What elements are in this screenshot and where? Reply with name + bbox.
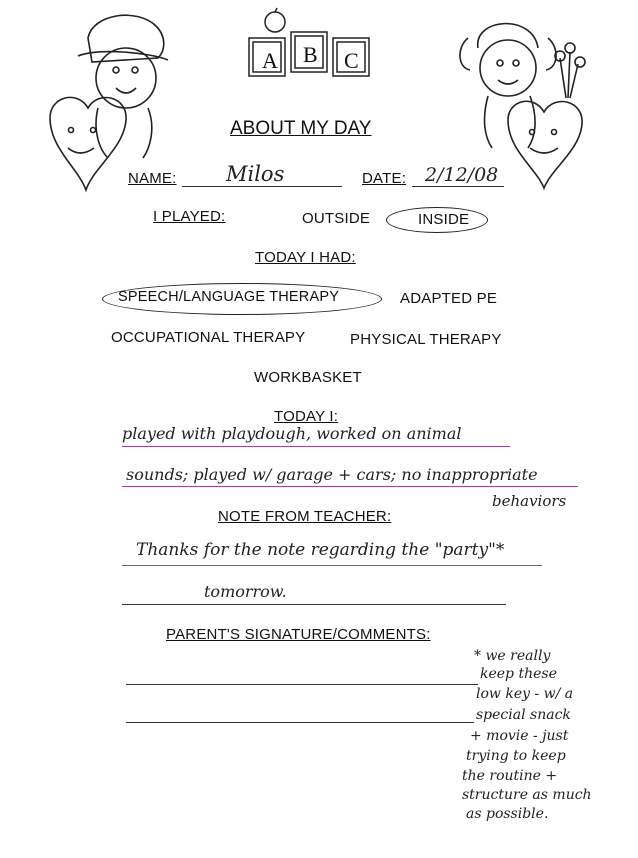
option-workbasket: WORKBASKET <box>254 369 362 386</box>
parent-comment-line-1: * we really <box>474 648 551 664</box>
logo-letter-a: A <box>262 48 278 73</box>
teacher-note-line-1: Thanks for the note regarding the "party"* <box>136 540 505 560</box>
parent-comments-label: PARENT'S SIGNATURE/COMMENTS: <box>166 626 431 643</box>
parent-comment-line-7: the routine + <box>462 768 558 784</box>
teacher-note-label: NOTE FROM TEACHER: <box>218 508 392 525</box>
today-i-line-1: played with playdough, worked on animal <box>122 424 462 443</box>
parent-comment-line-9: as possible. <box>466 806 549 822</box>
parent-comment-line-6: trying to keep <box>466 748 566 764</box>
today-i-line-3: behaviors <box>492 492 567 510</box>
played-inside: INSIDE <box>418 211 470 228</box>
played-label: I PLAYED: <box>153 208 226 225</box>
today-had-label: TODAY I HAD: <box>255 249 356 266</box>
logo-letter-b: B <box>303 42 318 67</box>
today-i-line-2: sounds; played w/ garage + cars; no inappropriate <box>126 465 538 484</box>
parent-comment-line-2: keep these <box>480 666 557 682</box>
option-speech-language-therapy: SPEECH/LANGUAGE THERAPY <box>118 289 340 305</box>
page-title: ABOUT MY DAY <box>230 118 372 139</box>
name-label: NAME: <box>128 170 177 187</box>
parent-comment-line-5: + movie - just <box>470 728 569 744</box>
logo-letter-c: C <box>344 48 359 73</box>
parent-comment-line-4: special snack <box>476 707 571 723</box>
option-occupational-therapy: OCCUPATIONAL THERAPY <box>111 329 306 346</box>
parent-comment-line-3: low key - w/ a <box>476 686 574 702</box>
date-label: DATE: <box>362 170 407 187</box>
name-value: Milos <box>226 162 285 186</box>
played-outside: OUTSIDE <box>302 210 371 227</box>
option-adapted-pe: ADAPTED PE <box>400 290 498 307</box>
parent-comment-line-8: structure as much <box>462 787 592 803</box>
today-i-label: TODAY I: <box>274 408 339 425</box>
option-physical-therapy: PHYSICAL THERAPY <box>350 331 502 348</box>
teacher-note-line-2: tomorrow. <box>204 582 287 601</box>
date-value: 2/12/08 <box>425 164 499 186</box>
